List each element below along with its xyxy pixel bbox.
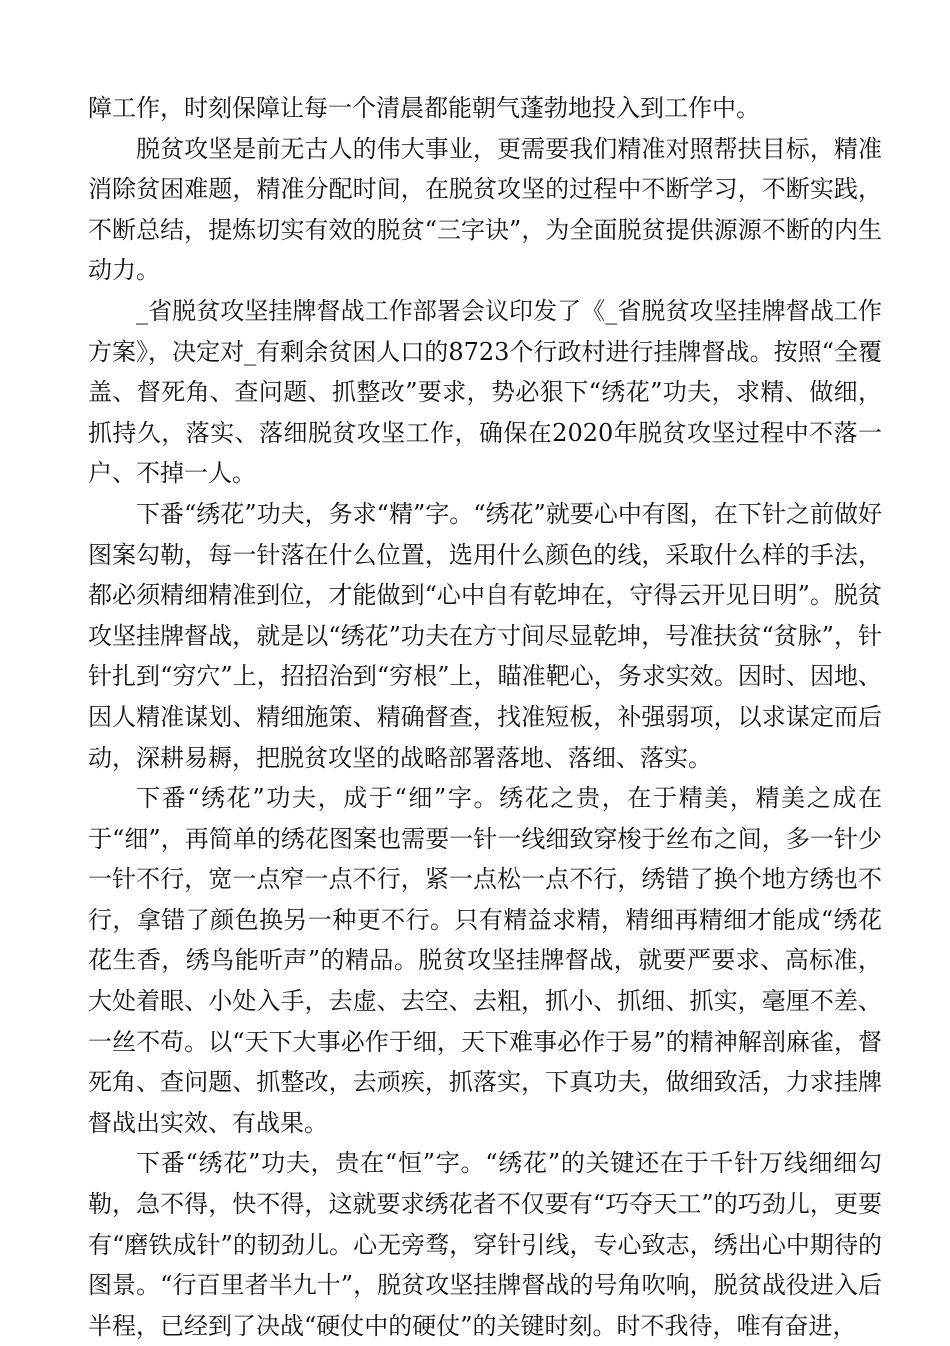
- paragraph-5: 下番“绣花”功夫，成于“细”字。绣花之贵，在于精美，精美之成在于“细”，再简单的绣花图案也需要一针一线细致穿梭于丝布之间，多一针少一针不行，宽一点窄一点不行，紧一点松一点不行，绣错了换个地方绣也不行，拿错了颜色换另一种更不行。只有精益求精，精细再精细才能成“绣花花生香，绣鸟能听声”的精品。脱贫攻坚挂牌督战，就要严要求、高标准，大处着眼、小处入手，去虚、去空、去粗，抓小、抓细、抓实，毫厘不差、一丝不苟。以“天下大事必作于细，天下难事必作于易”的精神解剖麻雀，督死角、查问题、抓整改，去顽疾，抓落实，下真功夫，做细致活，力求挂牌督战出实效、有战果。: [88, 784, 882, 1137]
- paragraph-4: 下番“绣花”功夫，务求“精”字。“绣花”就要心中有图，在下针之前做好图案勾勒，每一针落在什么位置，选用什么颜色的线，采取什么样的手法，都必须精细精准到位，才能做到“心中自有乾坤在，守得云开见日明”。脱贫攻坚挂牌督战，就是以“绣花”功夫在方寸间尽显乾坤，号准扶贫“贫脉”，针针扎到“穷穴”上，招招治到“穷根”上，瞄准靶心，务求实效。因时、因地、因人精准谋划、精细施策、精确督查，找准短板，补强弱项，以求谋定而后动，深耕易耨，把脱贫攻坚的战略部署落地、落细、落实。: [88, 499, 882, 772]
- paragraph-2: 脱贫攻坚是前无古人的伟大事业，更需要我们精准对照帮扶目标，精准消除贫困难题，精准分配时间，在脱贫攻坚的过程中不断学习，不断实践，不断总结，提炼切实有效的脱贫“三字诀”，为全面脱贫提供源源不断的内生动力。: [88, 134, 882, 285]
- paragraph-1: 障工作，时刻保障让每一个清晨都能朝气蓬勃地投入到工作中。: [88, 94, 760, 122]
- paragraph-3: _省脱贫攻坚挂牌督战工作部署会议印发了《_省脱贫攻坚挂牌督战工作方案》，决定对_有剩余贫困人口的8723个行政村进行挂牌督战。按照“全覆盖、督死角、查问题、抓整改”要求，势必狠下“绣花”功夫，求精、做细，抓持久，落实、落细脱贫攻坚工作，确保在2020年脱贫攻坚过程中不落一户、不掉一人。: [88, 296, 882, 488]
- paragraph-6: 下番“绣花”功夫，贵在“恒”字。“绣花”的关键还在于千针万线细细勾勒，急不得，快不得，这就要求绣花者不仅要有“巧夺天工”的巧劲儿，更要有“磨铁成针”的韧劲儿。心无旁骛，穿针引线，专心致志，绣出心中期待的图景。“行百里者半九十”，脱贫攻坚挂牌督战的号角吹响，脱贫战役进入后半程，已经到了决战“硬仗中的硬仗”的关键时刻。时不我待，唯有奋进，: [88, 1149, 882, 1340]
- document-body: [88, 88, 882, 1346]
